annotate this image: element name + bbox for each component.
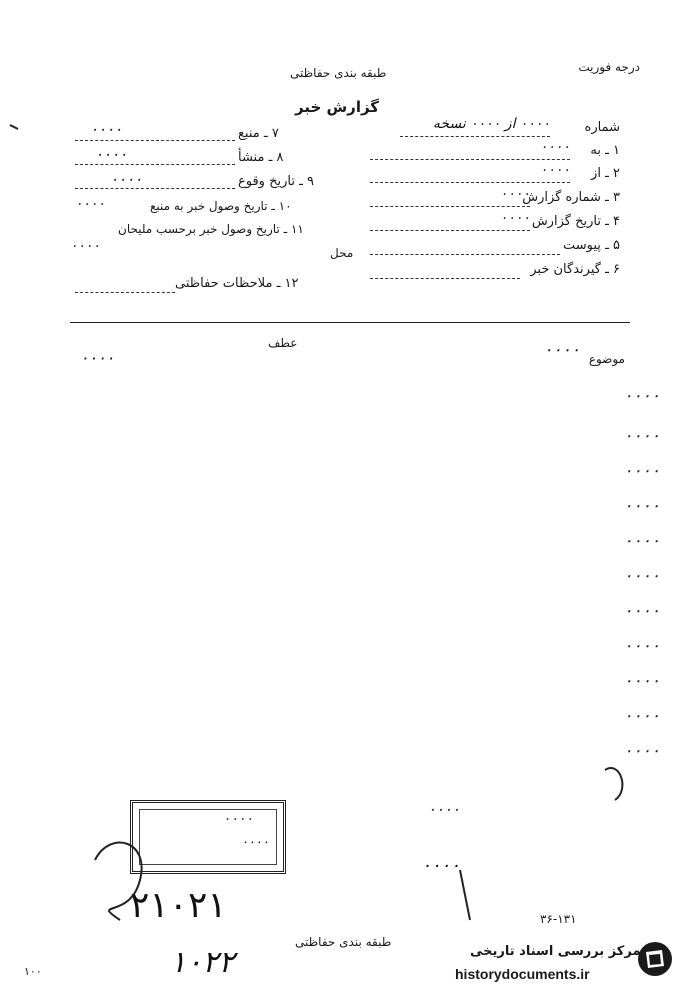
- scribble-circle-right: [605, 768, 622, 800]
- scribble-top-left: [10, 125, 18, 129]
- form-right-label-2: ۲ ـ از: [591, 166, 620, 181]
- ref-label: عطف: [268, 336, 298, 350]
- ref-value: ۰۰۰۰: [80, 348, 115, 367]
- form-right-label-5: ۵ ـ پیوست: [563, 238, 620, 253]
- margin-mark: ۱۰۰: [24, 965, 42, 978]
- subject-label: موضوع: [588, 352, 625, 366]
- body-line-5: ۰۰۰۰: [623, 568, 660, 586]
- form-right-line-6: [370, 278, 520, 279]
- stamp-line-1: ۰۰۰۰: [222, 811, 253, 827]
- body-line-0: ۰۰۰۰: [623, 388, 660, 406]
- form-right-label-6: ۶ ـ گیرندگان خبر: [530, 262, 620, 277]
- body-line-3: ۰۰۰۰: [623, 498, 660, 516]
- form-left-value-2: ۰۰۰۰: [110, 170, 143, 188]
- form-right-value-2: ۰۰۰۰: [539, 162, 570, 178]
- body-line-7: ۰۰۰۰: [623, 638, 660, 656]
- form-left-label-2: ۹ ـ تاریخ وقوع: [238, 174, 315, 189]
- form-left-label-0: ۷ ـ منبع: [238, 126, 279, 141]
- form-left-label-1: ۸ ـ منشأ: [238, 150, 284, 165]
- form-left-label-6: ۱۲ ـ ملاحظات حفاظتی: [175, 276, 299, 291]
- form-left-label-3: ۱۰ ـ تاریخ وصول خبر به منبع: [150, 199, 292, 213]
- form-left-value-0: ۰۰۰۰: [90, 120, 123, 138]
- form-right-label-4: ۴ ـ تاریخ گزارش: [531, 214, 620, 229]
- body-line-10: ۰۰۰۰: [623, 743, 660, 761]
- form-left-line-6: [75, 292, 175, 293]
- form-code: ۳۶-۱۳۱: [540, 912, 577, 926]
- form-left-label-4: ۱۱ ـ تاریخ وصول خبر برحسب ملیحان: [118, 222, 304, 236]
- form-left-value-4: ۰۰۰۰: [70, 238, 101, 254]
- form-divider: [70, 322, 630, 323]
- form-left-line-2: [75, 188, 235, 189]
- classification-top: طبقه بندی حفاظتی: [290, 66, 387, 80]
- body-line-6: ۰۰۰۰: [623, 603, 660, 621]
- body-line-1: ۰۰۰۰: [623, 428, 660, 446]
- report-title: گزارش خبر: [295, 98, 380, 116]
- watermark-name: مرکز بررسی اسناد تاریخی: [470, 944, 641, 959]
- report-body: [40, 388, 660, 761]
- body-line-8: ۰۰۰۰: [623, 673, 660, 691]
- form-right-line-1: [370, 159, 570, 160]
- body-line-2: ۰۰۰۰: [623, 463, 660, 481]
- form-right-line-3: [370, 206, 530, 207]
- closing-line-0: ۰۰۰۰: [427, 800, 460, 818]
- form-right-label-1: ۱ ـ به: [590, 143, 620, 158]
- form-right-line-4: [370, 230, 530, 231]
- form-left-value-3: ۰۰۰۰: [75, 196, 106, 212]
- body-line-9: ۰۰۰۰: [623, 708, 660, 726]
- big-handwritten-number: ۲۱۰۲۱: [130, 885, 227, 926]
- archive-stamp: [130, 800, 286, 874]
- classification-bottom: طبقه بندی حفاظتی: [295, 935, 392, 949]
- urgency-label: درجه فوریت: [578, 60, 640, 74]
- form-right-line-5: [370, 254, 560, 255]
- form-right-value-4: ۰۰۰۰: [499, 210, 530, 226]
- form-left-line-1: [75, 164, 235, 165]
- form-right-value-1: ۰۰۰۰: [539, 139, 570, 155]
- bottom-handwritten-number: ۱۰۲۲: [170, 945, 235, 980]
- form-right-value-3: ۰۰۰۰: [499, 186, 530, 202]
- form-right-line-0: [400, 136, 550, 137]
- body-line-4: ۰۰۰۰: [623, 533, 660, 551]
- form-left-line-0: [75, 140, 235, 141]
- stamp-line-2: ۰۰۰۰: [241, 835, 269, 850]
- form-left-label-5: محل: [330, 246, 354, 260]
- closing-line-1: ۰۰۰۰: [421, 855, 460, 876]
- form-right-value-0: ۰۰۰۰ از ۰۰۰۰ نسخه: [432, 116, 550, 132]
- form-left-value-1: ۰۰۰۰: [95, 145, 128, 163]
- form-right-line-2: [370, 182, 570, 183]
- scribble-stroke-mid: [460, 870, 470, 920]
- form-right-label-0: شماره: [584, 120, 620, 135]
- subject-value: ۰۰۰۰: [543, 340, 580, 360]
- watermark-url: historydocuments.ir: [455, 966, 590, 982]
- form-right-label-3: ۳ ـ شماره گزارش: [522, 190, 620, 205]
- archive-logo-icon: [636, 940, 674, 978]
